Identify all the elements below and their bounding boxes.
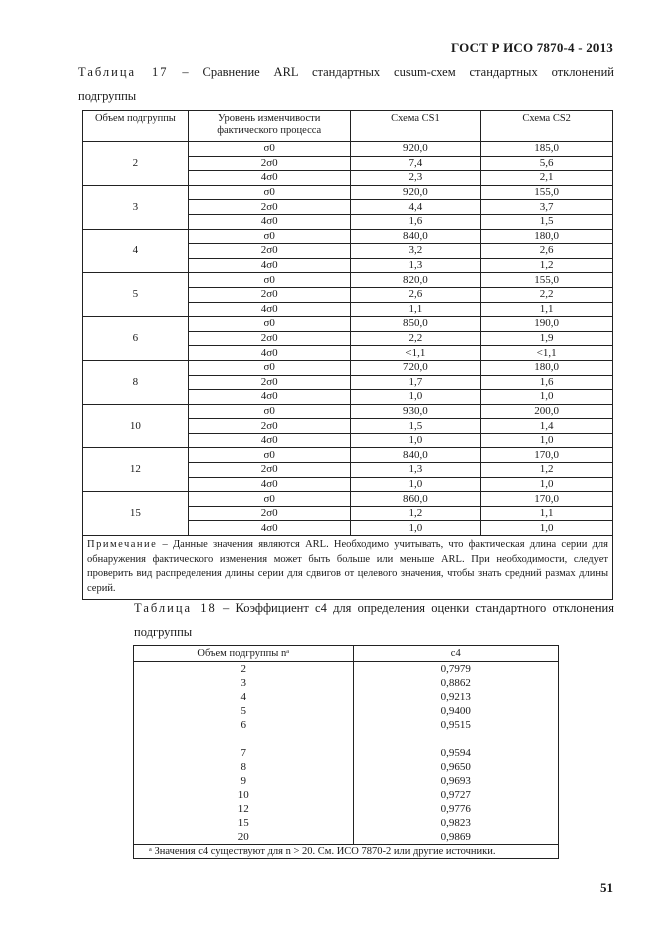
variability-level-cell: 4σ0 [188, 346, 350, 361]
cs1-value-cell: 720,0 [350, 360, 481, 375]
c4-coefficient-table [133, 645, 559, 859]
cs1-value-cell: 1,0 [350, 433, 481, 448]
cs1-value-cell: 1,2 [350, 506, 481, 521]
cs2-value-cell: 170,0 [481, 448, 613, 463]
c4-value-cell: 0,9693 [353, 774, 559, 788]
subgroup-size-cell: 12 [83, 448, 189, 492]
table17-body [83, 142, 613, 536]
cs2-value-cell: 1,5 [481, 214, 613, 229]
cs1-value-cell: 820,0 [350, 273, 481, 288]
cs2-value-cell: 180,0 [481, 360, 613, 375]
cs2-value-cell: 200,0 [481, 404, 613, 419]
variability-level-cell: σ0 [188, 360, 350, 375]
subgroup-size-cell: 10 [134, 788, 354, 802]
table18-body [134, 662, 559, 845]
cs1-value-cell: 1,5 [350, 419, 481, 434]
cs2-value-cell: 1,1 [481, 302, 613, 317]
subgroup-size-cell: 10 [83, 404, 189, 448]
spacer-row [134, 732, 559, 746]
cs1-value-cell: 3,2 [350, 244, 481, 259]
cs2-value-cell: 2,2 [481, 287, 613, 302]
table-row [83, 492, 613, 507]
subgroup-size-cell: 2 [134, 662, 354, 677]
variability-level-cell: 4σ0 [188, 477, 350, 492]
table-row [134, 746, 559, 760]
variability-level-cell: σ0 [188, 404, 350, 419]
table-row [83, 448, 613, 463]
table-row [134, 676, 559, 690]
subgroup-size-cell: 4 [83, 229, 189, 273]
variability-level-cell: 4σ0 [188, 433, 350, 448]
cs2-value-cell: 1,4 [481, 419, 613, 434]
cs2-value-cell: 155,0 [481, 185, 613, 200]
note-text: – Данные значения являются ARL. Необходимо учитывать, что фактическая длина серии для обнаружения фактического изменения может быть больше или меньше ARL. При необходимости, следует проверить вид распределения длины серии для сдвигов от целевого значения, чтобы знать средний размах длины серий. [87, 539, 608, 594]
variability-level-cell: 2σ0 [188, 244, 350, 259]
cs1-value-cell: 930,0 [350, 404, 481, 419]
table-header-row [83, 111, 613, 142]
variability-level-cell: 4σ0 [188, 521, 350, 536]
table17-note [83, 536, 613, 600]
subgroup-size-cell: 15 [134, 816, 354, 830]
variability-level-cell: σ0 [188, 185, 350, 200]
table-row [134, 704, 559, 718]
cs2-value-cell: 1,1 [481, 506, 613, 521]
note-label: Примечание [87, 539, 158, 551]
c4-value-cell: 0,9400 [353, 704, 559, 718]
table-row [134, 802, 559, 816]
cs1-value-cell: 920,0 [350, 185, 481, 200]
cs1-value-cell: 1,7 [350, 375, 481, 390]
c4-value-cell: 0,9594 [353, 746, 559, 760]
table18-caption-text: – Коэффициент c4 для определения оценки стандартного отклонения [216, 601, 614, 615]
table-header-row [134, 646, 559, 662]
cs1-value-cell: 2,3 [350, 171, 481, 186]
table17-caption-label: Таблица 17 [78, 65, 169, 79]
subgroup-size-cell: 6 [83, 317, 189, 361]
table18-caption [134, 596, 614, 620]
variability-level-cell: σ0 [188, 317, 350, 332]
subgroup-size-cell: 3 [134, 676, 354, 690]
cs2-value-cell: 3,7 [481, 200, 613, 215]
cs1-value-cell: 1,3 [350, 463, 481, 478]
table18-footnote-row [134, 845, 559, 859]
table-row [83, 185, 613, 200]
table-row [134, 788, 559, 802]
subgroup-size-cell: 9 [134, 774, 354, 788]
subgroup-size-cell: 7 [134, 746, 354, 760]
variability-level-cell: 2σ0 [188, 331, 350, 346]
cs2-value-cell: 1,2 [481, 463, 613, 478]
subgroup-size-cell: 6 [134, 718, 354, 732]
variability-level-cell: 2σ0 [188, 200, 350, 215]
cs1-value-cell: 1,1 [350, 302, 481, 317]
cs1-value-cell: 1,0 [350, 477, 481, 492]
variability-level-cell: 2σ0 [188, 463, 350, 478]
table-row [83, 404, 613, 419]
variability-level-cell: σ0 [188, 142, 350, 157]
variability-level-cell: 2σ0 [188, 375, 350, 390]
cs2-value-cell: 1,0 [481, 521, 613, 536]
cs1-value-cell: 840,0 [350, 229, 481, 244]
table17-caption-cont: подгруппы [78, 89, 137, 103]
table-row [83, 229, 613, 244]
subgroup-size-cell: 8 [83, 360, 189, 404]
cs1-value-cell: 1,0 [350, 390, 481, 405]
col-header-variability-level: Уровень изменчивости фактического процесса [188, 111, 350, 142]
subgroup-size-cell: 4 [134, 690, 354, 704]
subgroup-size-cell: 3 [83, 185, 189, 229]
subgroup-size-cell: 20 [134, 830, 354, 845]
variability-level-cell: 2σ0 [188, 156, 350, 171]
cs1-value-cell: 920,0 [350, 142, 481, 157]
cs2-value-cell: 170,0 [481, 492, 613, 507]
variability-level-cell: σ0 [188, 229, 350, 244]
table-row [83, 273, 613, 288]
c4-value-cell: 0,9823 [353, 816, 559, 830]
table17-note-row [83, 536, 613, 600]
cs2-value-cell: 185,0 [481, 142, 613, 157]
cs2-value-cell: 1,9 [481, 331, 613, 346]
c4-value-cell: 0,9213 [353, 690, 559, 704]
col-header-c4: c4 [353, 646, 559, 662]
cs2-value-cell: 190,0 [481, 317, 613, 332]
cs2-value-cell: 1,2 [481, 258, 613, 273]
cs2-value-cell: 180,0 [481, 229, 613, 244]
col-header-scheme-cs2: Схема CS2 [481, 111, 613, 142]
col-header-subgroup-size-n: Объем подгруппы nᵃ [134, 646, 354, 662]
variability-level-cell: 4σ0 [188, 171, 350, 186]
table-row [134, 760, 559, 774]
subgroup-size-cell: 5 [134, 704, 354, 718]
cs1-value-cell: 840,0 [350, 448, 481, 463]
arl-comparison-table [82, 110, 613, 600]
variability-level-cell: 4σ0 [188, 214, 350, 229]
spacer-cell [353, 732, 559, 746]
table18-caption-label: Таблица 18 [134, 601, 217, 615]
cs1-value-cell: 2,6 [350, 287, 481, 302]
table17-caption [78, 60, 614, 84]
variability-level-cell: 4σ0 [188, 258, 350, 273]
subgroup-size-cell: 15 [83, 492, 189, 536]
col-header-subgroup-size: Объем подгруппы [83, 111, 189, 142]
cs1-value-cell: 1,6 [350, 214, 481, 229]
col-header-scheme-cs1: Схема CS1 [350, 111, 481, 142]
variability-level-cell: σ0 [188, 492, 350, 507]
subgroup-size-cell: 8 [134, 760, 354, 774]
table-row [134, 690, 559, 704]
table18-caption-cont: подгруппы [134, 625, 193, 639]
cs2-value-cell: 2,1 [481, 171, 613, 186]
subgroup-size-cell: 2 [83, 142, 189, 186]
table-row [83, 142, 613, 157]
variability-level-cell: 4σ0 [188, 302, 350, 317]
subgroup-size-cell: 5 [83, 273, 189, 317]
cs2-value-cell: 5,6 [481, 156, 613, 171]
c4-value-cell: 0,9776 [353, 802, 559, 816]
c4-value-cell: 0,9727 [353, 788, 559, 802]
table-row [134, 662, 559, 677]
cs1-value-cell: 860,0 [350, 492, 481, 507]
cs2-value-cell: 1,0 [481, 477, 613, 492]
table-row [83, 360, 613, 375]
variability-level-cell: σ0 [188, 448, 350, 463]
table18-footnote: ᵃ Значения c4 существуют для n > 20. См. ИСО 7870-2 или другие источники. [134, 845, 559, 859]
cs1-value-cell: 1,0 [350, 521, 481, 536]
cs2-value-cell: 1,0 [481, 433, 613, 448]
spacer-cell [134, 732, 354, 746]
table-row [134, 830, 559, 845]
table-row [134, 816, 559, 830]
cs1-value-cell: 4,4 [350, 200, 481, 215]
cs2-value-cell: 2,6 [481, 244, 613, 259]
table-row [134, 718, 559, 732]
cs2-value-cell: 1,0 [481, 390, 613, 405]
cs2-value-cell: 1,6 [481, 375, 613, 390]
c4-value-cell: 0,9515 [353, 718, 559, 732]
variability-level-cell: 4σ0 [188, 390, 350, 405]
variability-level-cell: 2σ0 [188, 287, 350, 302]
variability-level-cell: 2σ0 [188, 419, 350, 434]
cs1-value-cell: 7,4 [350, 156, 481, 171]
cs1-value-cell: 2,2 [350, 331, 481, 346]
table-row [134, 774, 559, 788]
c4-value-cell: 0,7979 [353, 662, 559, 677]
page-number: 51 [600, 880, 613, 895]
cs1-value-cell: 850,0 [350, 317, 481, 332]
document-header: ГОСТ Р ИСО 7870-4 - 2013 [450, 40, 613, 55]
variability-level-cell: σ0 [188, 273, 350, 288]
subgroup-size-cell: 12 [134, 802, 354, 816]
table-row [83, 317, 613, 332]
table17-caption-text: – Сравнение ARL стандартных cusum-схем стандартных отклонений [168, 65, 614, 79]
cs2-value-cell: 155,0 [481, 273, 613, 288]
c4-value-cell: 0,8862 [353, 676, 559, 690]
c4-value-cell: 0,9650 [353, 760, 559, 774]
cs1-value-cell: <1,1 [350, 346, 481, 361]
variability-level-cell: 2σ0 [188, 506, 350, 521]
cs1-value-cell: 1,3 [350, 258, 481, 273]
c4-value-cell: 0,9869 [353, 830, 559, 845]
cs2-value-cell: <1,1 [481, 346, 613, 361]
